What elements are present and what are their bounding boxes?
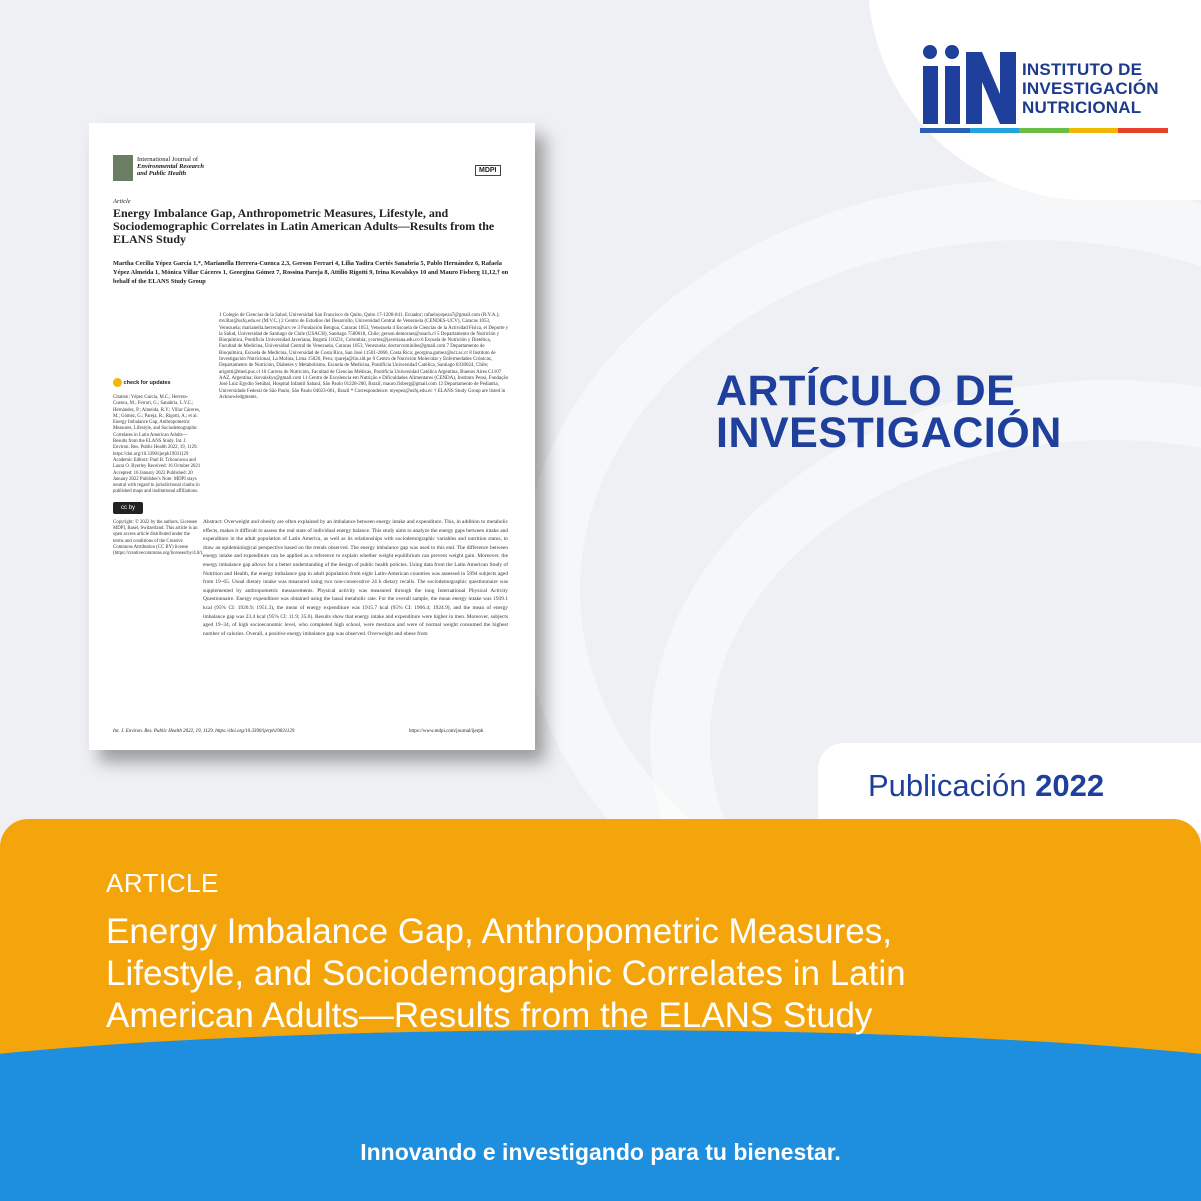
paper-article-label: Article [113, 198, 131, 205]
logo-line-3: NUTRICIONAL [1022, 98, 1142, 117]
article-title: Energy Imbalance Gap, Anthropometric Measures, Lifestyle, and Sociodemographic Correlates in Latin American Adults—Results from the ELANS Study [106, 912, 906, 1035]
paper-preview [89, 123, 535, 750]
article-tag: ARTICLE [106, 868, 219, 898]
publisher-logo: MDPI [475, 165, 501, 176]
journal-name: International Journal of Environmental Research and Public Health [137, 156, 204, 177]
paper-affiliations: 1 Colegio de Ciencias de la Salud, Universidad San Francisco de Quito, Quito 17-1200-841, Ecuador; rafaelayepeza7@gmail.com (R.Y.A.); mvillar@usfq.edu.ec (M.V.C.) 2 Centro de Estudios del Desarrollo, Universidad Central de Venezuela (CENDES-UCV), Caracas 1053, Venezuela; marianella.herrera@ucv.ve 3 Fundación Bengoa, Caracas 1053, Venezuela 4 Escuela de Ciencias de la Actividad Física, el Deporte y la Salud, Universidad de Santiago de Chile (USACH), Santiago 7500618, Chile; gerson.demoraes@usach.cl 5 Departamento de Nutrición y Bioquímica, Pontificia Universidad Javeriana, Bogotá 110231, Colombia; ycortes@javeriana.edu.co 6 Escuela de Nutrición y Dietética, Facultad de Medicina, Universidad Central de Venezuela, Caracas 1053, Venezuela; doctorcuminibe@gmail.com 7 Departamento de Bioquímica, Escuela de Medicina, Universidad de Costa Rica, San José 11501-2060, Costa Rica; georgina.gomez@ucr.ac.cr 8 Instituto de Investigación Nutricional, La Molina, Lima 15026, Peru; rpareja@iin.sld.pe 9 Centro de Nutrición Molecular y Enfermedades Crónicas, Departamento de Nutrición, Diabetes y Metabolismo, Escuela de Medicina, Pontificia Universidad Católica, Santiago 8330024, Chile; arigotti@med.puc.cl 10 Carrera de Nutrición, Facultad de Ciencias Médicas, Pontificia Universidad Católica Argentina, Buenos Aires C1107 AAZ, Argentina; ikovalskys@gmail.com 11 Centro de Excelencia em Nutrição e Dificuldades Alimentares (CENDA), Instituto Pensi, Fundação José Luiz Egydio Setúbal, Hospital Infantil Sabará, São Paulo 01228-200, Brazil; mauro.fisberg@gmail.com 12 Departamento de Pediatria, Universidade Federal de São Paulo, São Paulo 04023-061, Brazil * Correspondence: myepez@usfq.edu.ec † ELANS Study Group are listed in Acknowledgments. [219, 313, 509, 400]
journal-logo-icon [113, 155, 133, 181]
check-icon [113, 378, 122, 387]
cc-license-icon: cc by [113, 502, 143, 514]
paper-sidebar: Citation: Yépez García, M.C.; Herrera-Cuenca, M.; Ferrari, G.; Sanabria, L.Y.C.; Hernández, P.; Almeida, R.Y.; Villar Cáceres, M.; Gómez, G.; Pareja, R.; Rigotti, A.; et al. Energy Imbalance Gap, Anthropometric Measures, Lifestyle, and Sociodemographic Correlates in Latin American Adults—Results from the ELANS Study. Int. J. Environ. Res. Public Health 2022, 19, 1129. https://doi.org/10.3390/ijerph19031129 Academic Editors: Paul B. Tchounwou and Laura O. Byerley Received: 16 October 2021 Accepted: 16 January 2022 Published: 20 January 2022 Publisher's Note: MDPI stays neutral with regard to jurisdictional claims in published maps and institutional affiliations. cc by Copyright: © 2022 by the authors. Licensee MDPI, Basel, Switzerland. This article is an open access article distributed under the terms and conditions of the Creative Commons Attribution (CC BY) license (https://creativecommons.org/licenses/by/4.0/). [113, 395, 204, 557]
paper-footer-url: https://www.mdpi.com/journal/ijerph [409, 729, 484, 734]
section-heading: ARTÍCULO DE INVESTIGACIÓN [716, 367, 1062, 457]
paper-abstract: Abstract: Overweight and obesity are often explained by an imbalance between energy intake and expenditure. This, in addition to metabolic effects, makes it difficult to assess the real state of individual energy balance. This study aims to analyze the energy gaps between intake and expenditure in the adult population of Latin America, as well as its relationships with sociodemographic variables and nutrition status, to draw an epidemiological perspective based on the trends observed. The energy imbalance gap was used to this end. The difference between energy intake and expenditure can be applied as a reference to explain whether weight equilibrium can prevent weight gain. Moreover, the energy imbalance gap allows for a better understanding of the design of public health policies. Using data from the Latin American Study of Nutrition and Health, the energy imbalance gap in adult population from eight Latin-American countries was assessed in 5994 subjects aged from 19–65. Usual dietary intake was measured using two non-consecutive 24 h dietary recalls. The sociodemographic questionnaire was supplemented by anthropometric measurements. Physical activity was measured through the long International Physical Activity Questionnaire. Energy expenditure was obtained using the basal metabolic rate. For the overall sample, the mean energy intake was 1939.1 kcal (95% CI: 1926.9; 1951.3), the mean of energy expenditure was 1915.7 kcal (95% CI: 1906.4; 1924.9), and the mean of energy imbalance gap was 23.4 kcal (95% CI: 11.9; 35.0). Results show that energy intake and expenditure were higher in men. Moreover, subjects aged 19–34, of high socioeconomic level, who completed high school, were mestizos and were of normal weight consumed the highest number of calories. Overall, a positive energy imbalance gap was observed. Overweight and obese from [203, 519, 508, 637]
paper-authors: Martha Cecilia Yépez García 1,*, Marianella Herrera-Cuenca 2,3, Gerson Ferrari 4, Lilia Yadira Cortés Sanabria 5, Pablo Hernández 6, Rafaela Yépez Almeida 1, Mónica Villar Cáceres 1, Georgina Gómez 7, Rossina Pareja 8, Attilio Rigotti 9, Irina Kovalskys 10 and Mauro Fisberg 11,12,† on behalf of the ELANS Study Group [113, 260, 509, 285]
logo-color-bar [920, 128, 1168, 133]
publication-year: Publicación 2022 [868, 768, 1105, 803]
iin-logo [920, 44, 1180, 136]
iin-letters-icon [920, 44, 1020, 128]
slogan: Innovando e investigando para tu bienestar. [360, 1139, 841, 1165]
check-updates-badge: check for updates [113, 378, 171, 387]
logo-line-2: INVESTIGACIÓN [1022, 79, 1159, 98]
paper-title: Energy Imbalance Gap, Anthropometric Measures, Lifestyle, and Sociodemographic Correlates in Latin American Adults—Results from the ELANS Study [113, 206, 495, 246]
blue-footer [0, 1060, 1201, 1201]
logo-line-1: INSTITUTO DE [1022, 60, 1143, 79]
logo-text [1022, 60, 1159, 117]
paper-footer-citation: Int. J. Environ. Res. Public Health 2022, 19, 1129. https://doi.org/10.3390/ijerph19031129 [113, 729, 295, 734]
